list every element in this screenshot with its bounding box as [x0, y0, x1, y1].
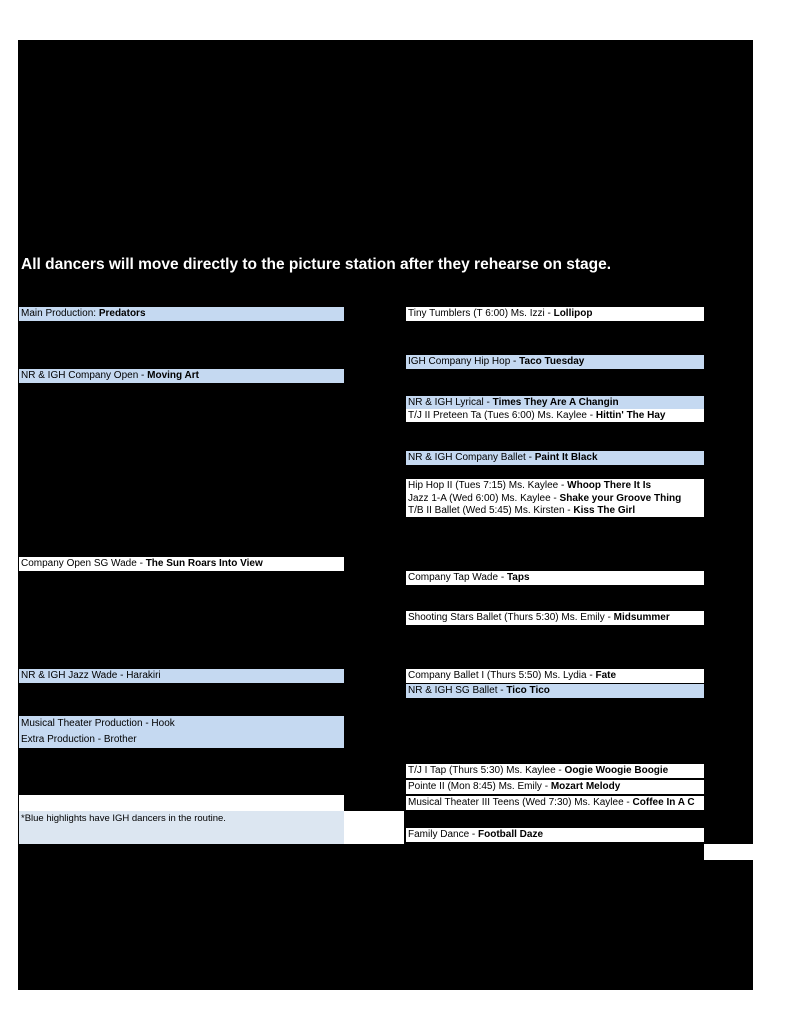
routine-title: Oogie Woogie Boogie — [564, 765, 669, 776]
right-row-company-ballet — [406, 451, 704, 465]
routine-title: Taco Tuesday — [519, 356, 585, 367]
right-row-tj-ii-preteen — [406, 409, 704, 422]
left-row-company-open — [19, 369, 344, 383]
left-row-extra-production — [19, 732, 344, 748]
row-prefix: Company Open SG Wade - — [21, 558, 146, 569]
routine-title: Tico Tico — [506, 685, 550, 696]
right-row-company-ballet-i — [406, 669, 704, 683]
right-row-musical-theater-iii — [406, 796, 704, 810]
row-prefix: T/B II Ballet (Wed 5:45) Ms. Kirsten - — [408, 505, 574, 516]
row-prefix: Musical Theater III Teens (Wed 7:30) Ms. Kaylee - — [408, 797, 633, 808]
blank-cell — [19, 795, 344, 811]
right-row-hip-hop-ii — [406, 479, 704, 492]
row-prefix: NR & IGH Lyrical - — [408, 397, 493, 408]
left-row-company-open-sg — [19, 557, 344, 571]
routine-title: Predators — [98, 308, 146, 319]
routine-title: Mozart Melody — [550, 781, 621, 792]
left-row-musical-production — [19, 716, 344, 732]
row-prefix: Company Ballet I (Thurs 5:50) Ms. Lydia - — [408, 670, 596, 681]
routine-title: Times They Are A Changin — [492, 397, 619, 408]
row-prefix: Musical Theater Production - Hook — [21, 718, 175, 729]
routine-title: Kiss The Girl — [573, 505, 636, 516]
routine-title: Football Daze — [478, 829, 544, 840]
row-prefix: IGH Company Hip Hop - — [408, 356, 520, 367]
row-prefix: Tiny Tumblers (T 6:00) Ms. Izzi - — [408, 308, 554, 319]
routine-title: Midsummer — [613, 612, 670, 623]
routine-title: The Sun Roars Into View — [145, 558, 263, 569]
right-row-company-tap — [406, 571, 704, 585]
row-prefix: Shooting Stars Ballet (Thurs 5:30) Ms. Emily - — [408, 612, 614, 623]
row-prefix: NR & IGH Company Ballet - — [408, 452, 535, 463]
blank-cell — [344, 811, 404, 844]
row-prefix: Jazz 1-A (Wed 6:00) Ms. Kaylee - — [408, 493, 560, 504]
routine-title: Coffee In A C — [632, 797, 695, 808]
right-row-company-hip-hop — [406, 355, 704, 369]
row-prefix: NR & IGH Company Open - — [21, 370, 148, 381]
row-prefix: T/J II Preteen Ta (Tues 6:00) Ms. Kaylee - — [408, 410, 596, 421]
row-prefix: Company Tap Wade - — [408, 572, 507, 583]
routine-title: Fate — [595, 670, 617, 681]
left-row-main-production — [19, 307, 344, 321]
row-prefix: NR & IGH SG Ballet - — [408, 685, 507, 696]
right-row-tb-ii-ballet — [406, 505, 704, 517]
routine-title: Moving Art — [147, 370, 200, 381]
right-row-family-dance — [406, 828, 704, 842]
routine-title: Taps — [506, 572, 530, 583]
right-row-pointe-ii — [406, 780, 704, 794]
headline: All dancers will move directly to the picture station after they rehearse on stage. — [21, 256, 612, 273]
row-prefix: NR & IGH Jazz Wade - Harakiri — [21, 670, 161, 681]
routine-title: Whoop There It Is — [567, 480, 652, 491]
row-prefix: Family Dance - — [408, 829, 479, 840]
row-prefix: T/J I Tap (Thurs 5:30) Ms. Kaylee - — [408, 765, 565, 776]
row-prefix: Pointe II (Mon 8:45) Ms. Emily - — [408, 781, 551, 792]
legend-note: *Blue highlights have IGH dancers in the routine. — [21, 813, 226, 824]
row-prefix: Hip Hop II (Tues 7:15) Ms. Kaylee - — [408, 480, 568, 491]
right-row-tiny-tumblers — [406, 307, 704, 321]
left-row-jazz-wade — [19, 669, 344, 683]
right-row-jazz-1a — [406, 492, 704, 505]
right-row-sg-ballet — [406, 684, 704, 698]
routine-title: Paint It Black — [534, 452, 598, 463]
row-prefix: Main Production: — [21, 308, 99, 319]
right-row-lyrical — [406, 396, 704, 409]
row-prefix: Extra Production - Brother — [21, 734, 137, 745]
right-row-shooting-stars — [406, 611, 704, 625]
right-row-tj-i-tap — [406, 764, 704, 778]
routine-title: Lollipop — [553, 308, 593, 319]
routine-title: Hittin' The Hay — [595, 410, 666, 421]
routine-title: Shake your Groove Thing — [559, 493, 682, 504]
blank-cell — [704, 844, 753, 860]
